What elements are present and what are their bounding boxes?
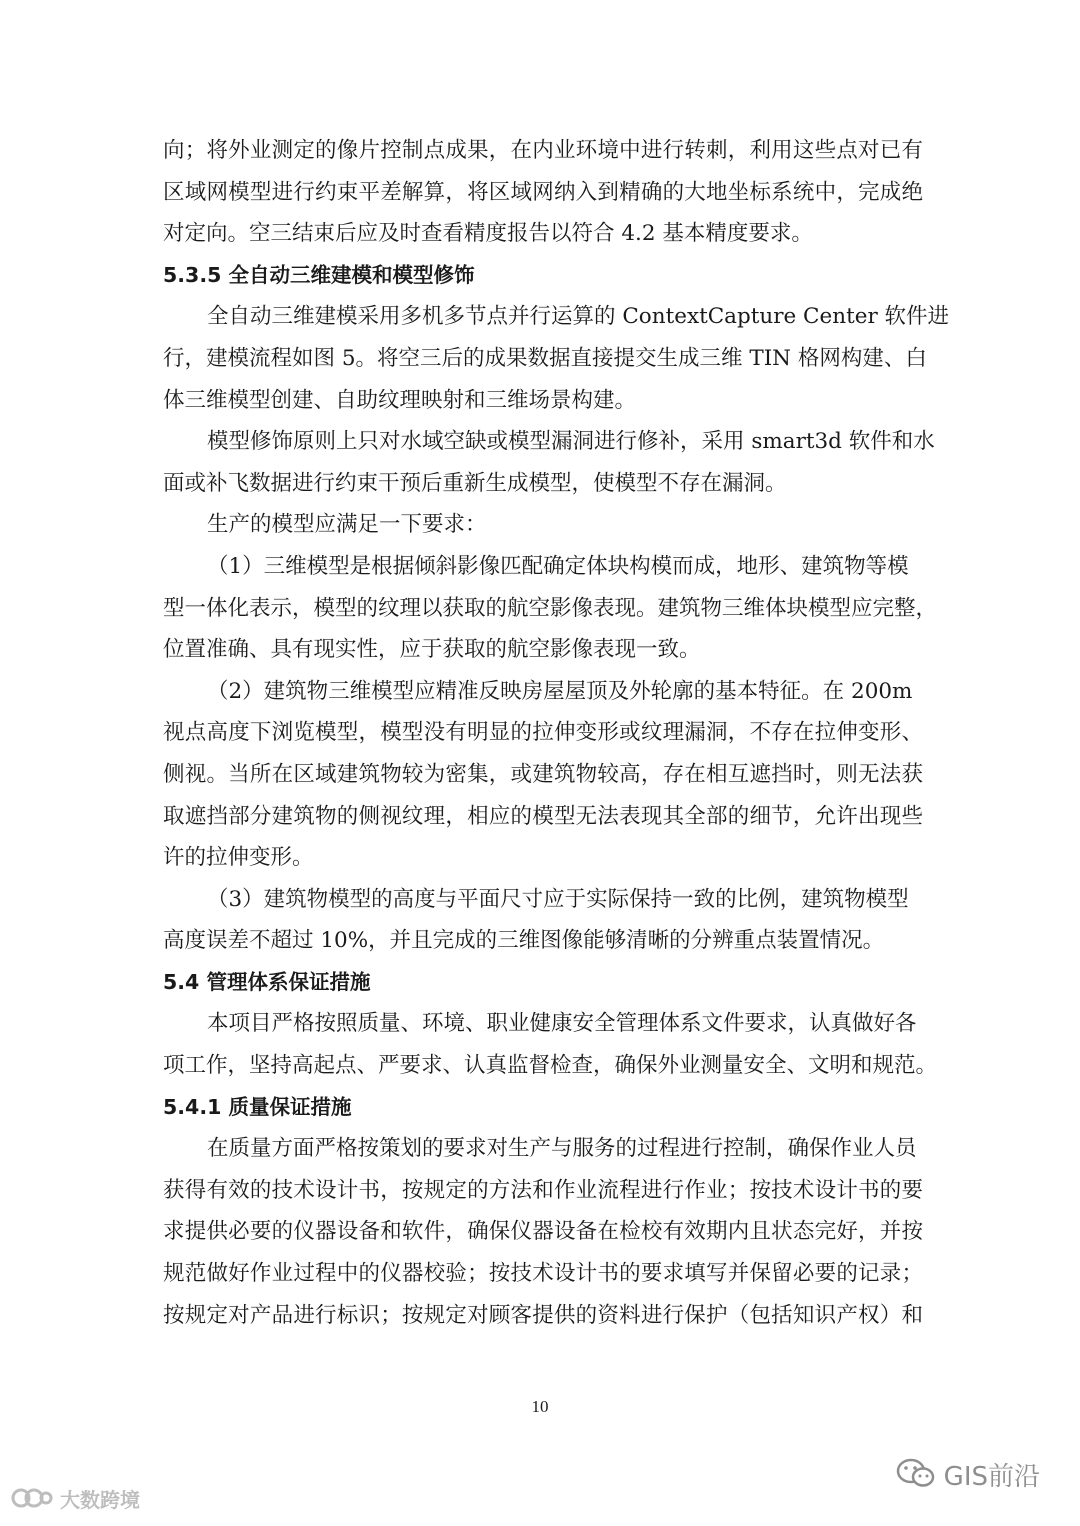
text-line: 体三维模型创建、自助纹理映射和三维场景构建。 — [163, 387, 637, 413]
text-line: 行，建模流程如图 5。将空三后的成果数据直接提交生成三维 TIN 格网构建、白 — [163, 345, 927, 371]
watermark-left-text: 大数跨境 — [60, 1487, 140, 1512]
text-line: 全自动三维建模采用多机多节点并行运算的 ContextCapture Center 软件进 — [207, 304, 950, 330]
section-heading: 5.4.1 质量保证措施 — [163, 1094, 352, 1119]
text-line: 视点高度下浏览模型，模型没有明显的拉伸变形或纹理漏洞，不存在拉伸变形、 — [163, 720, 923, 746]
text-line: 许的拉伸变形。 — [163, 845, 314, 871]
text-line: 位置准确、具有现实性，应于获取的航空影像表现一致。 — [163, 637, 701, 663]
text-line: 对定向。空三结束后应及时查看精度报告以符合 4.2 基本精度要求。 — [163, 221, 813, 247]
text-line: 面或补飞数据进行约束干预后重新生成模型，使模型不存在漏洞。 — [163, 470, 787, 496]
section-heading: 5.3.5 全自动三维建模和模型修饰 — [163, 262, 475, 287]
text-line: 在质量方面严格按策划的要求对生产与服务的过程进行控制，确保作业人员 — [207, 1136, 917, 1162]
watermark-right — [896, 1454, 1040, 1494]
watermark-right-text: GIS前沿 — [943, 1461, 1040, 1492]
text-line: 按规定对产品进行标识；按规定对顾客提供的资料进行保护（包括知识产权）和 — [163, 1302, 923, 1328]
text-line: 模型修饰原则上只对水域空缺或模型漏洞进行修补，采用 smart3d 软件和水 — [207, 429, 935, 455]
text-line: （3）建筑物模型的高度与平面尺寸应于实际保持一致的比例，建筑物模型 — [207, 886, 909, 912]
text-line: 侧视。当所在区域建筑物较为密集，或建筑物较高，存在相互遮挡时，则无法获 — [163, 761, 923, 787]
text-line: 高度误差不超过 10%，并且完成的三维图像能够清晰的分辨重点装置情况。 — [163, 928, 885, 954]
page-body — [163, 130, 950, 1336]
text-line: 求提供必要的仪器设备和软件，确保仪器设备在检校有效期内且状态完好，并按 — [163, 1219, 923, 1245]
text-line: 项工作，坚持高起点、严要求、认真监督检查，确保外业测量安全、文明和规范。 — [163, 1053, 938, 1079]
text-line: 向；将外业测定的像片控制点成果，在内业环境中进行转刺，利用这些点对已有 — [163, 138, 923, 163]
text-line: （2）建筑物三维模型应精准反映房屋屋顶及外轮廓的基本特征。在 200m — [207, 678, 913, 704]
watermark-left — [10, 1478, 140, 1518]
text-line: 规范做好作业过程中的仪器校验；按技术设计书的要求填写并保留必要的记录； — [163, 1261, 923, 1287]
wechat-icon — [896, 1457, 936, 1491]
page-number: 10 — [531, 1397, 549, 1416]
text-line: 型一体化表示，模型的纹理以获取的航空影像表现。建筑物三维体块模型应完整， — [163, 595, 938, 621]
text-line: （1）三维模型是根据倾斜影像匹配确定体块构模而成，地形、建筑物等模 — [207, 553, 909, 579]
text-line: 获得有效的技术设计书，按规定的方法和作业流程进行作业；按技术设计书的要 — [163, 1177, 923, 1203]
section-heading: 5.4 管理体系保证措施 — [163, 969, 371, 994]
text-line: 取遮挡部分建筑物的侧视纹理，相应的模型无法表现其全部的细节，允许出现些 — [163, 803, 923, 829]
text-line: 本项目严格按照质量、环境、职业健康安全管理体系文件要求，认真做好各 — [207, 1011, 917, 1037]
text-line: 区域网模型进行约束平差解算，将区域网纳入到精确的大地坐标系统中，完成绝 — [163, 179, 923, 205]
logo-icon — [10, 1485, 54, 1511]
text-line: 生产的模型应满足一下要求： — [207, 512, 487, 538]
